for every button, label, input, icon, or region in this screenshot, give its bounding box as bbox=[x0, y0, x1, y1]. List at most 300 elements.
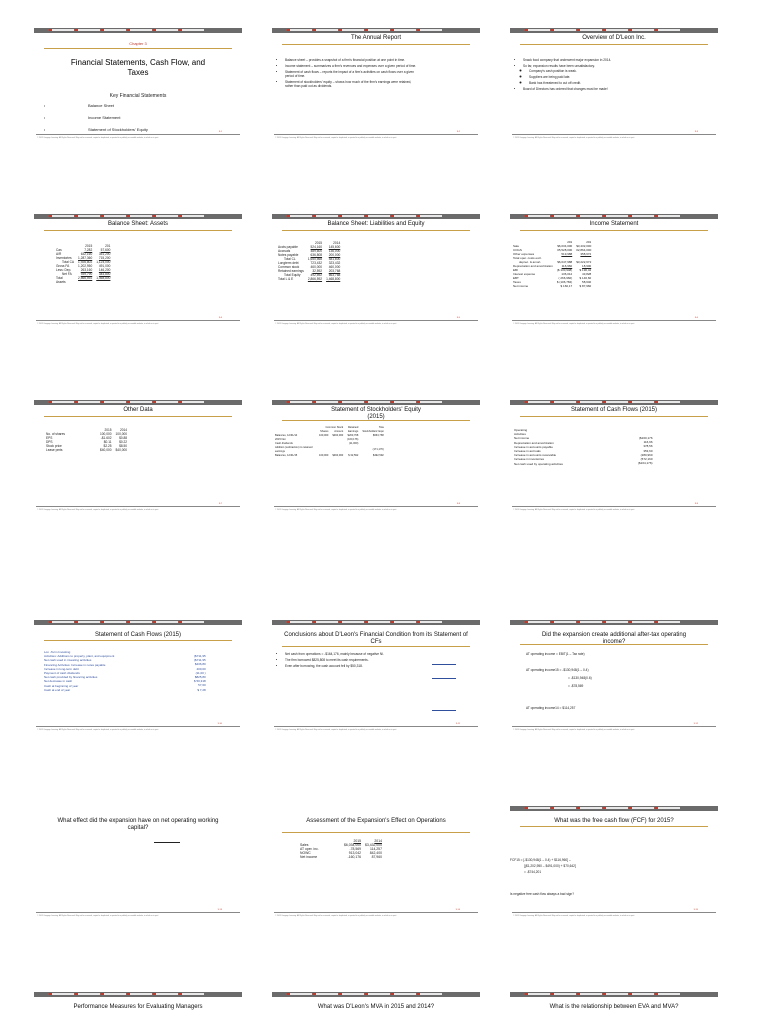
slide-number: 3-8 bbox=[456, 503, 460, 505]
header-rule bbox=[44, 640, 232, 641]
header-bar-swatch bbox=[391, 993, 394, 995]
formula-line: AT operating income14 = $114,257 bbox=[526, 706, 576, 710]
header-bar-segment bbox=[156, 29, 178, 31]
header-bar-segment bbox=[78, 215, 100, 217]
header-bar-swatch bbox=[629, 993, 632, 995]
table-row: Other expenses 519,988 358,672 bbox=[513, 252, 592, 256]
slide-title: Financial Statements, Cash Flow, and Taxes bbox=[70, 58, 206, 77]
slide-16[interactable] bbox=[34, 992, 242, 1024]
header-bar-segment bbox=[104, 215, 126, 217]
slide-footer-rule bbox=[36, 134, 240, 135]
slide-12[interactable] bbox=[510, 620, 718, 732]
header-bar-swatch bbox=[179, 215, 182, 217]
header-bar-segment bbox=[528, 29, 550, 31]
header-bar-segment bbox=[528, 401, 550, 403]
table-row: Total Equity 492,592 663,768 bbox=[284, 273, 341, 277]
bullet-dot: • bbox=[44, 104, 46, 108]
table-row: Notes payable 636,808 200,000 bbox=[278, 253, 341, 257]
other-data-table: 2015 2014 No. of shares 100,000 100,000 EPS -$1.602 $0.88 DPS $0.11 $0.22 Stock price $2.25 $8.50 Lease pmts $40,000 $40,000 bbox=[46, 428, 128, 452]
slide-14[interactable] bbox=[272, 806, 480, 918]
table-row: Longterm debt 723,432 323,432 bbox=[278, 261, 341, 265]
header-bar-segment bbox=[420, 621, 442, 623]
header-bar-segment bbox=[632, 807, 654, 809]
header-bar-segment bbox=[290, 29, 312, 31]
header-bar-segment bbox=[420, 401, 442, 403]
header-bar-segment bbox=[528, 215, 550, 217]
header-bar-swatch bbox=[525, 993, 528, 995]
slide-number: 3-9 bbox=[694, 503, 698, 505]
sub-bullet-item: ◦ Bank has threatened to cut off credit. bbox=[529, 81, 688, 85]
header-bar-swatch bbox=[101, 29, 104, 31]
bullet-item: So far, expansion results have been unsatisfactory. bbox=[523, 64, 595, 68]
header-bar-segment bbox=[316, 29, 338, 31]
header-bar-segment bbox=[394, 621, 416, 623]
slide-5[interactable] bbox=[272, 214, 480, 326]
table-row: Total CA 1,926,802 1,124,000 bbox=[62, 260, 111, 264]
table-row: 2015 Net (160,176) bbox=[275, 438, 359, 441]
slide-footer-rule bbox=[512, 506, 716, 507]
slide-1[interactable] bbox=[34, 28, 242, 140]
balance-sheet-assets-table bbox=[54, 244, 112, 284]
header-bar-swatch bbox=[603, 215, 606, 217]
header-bar-swatch bbox=[391, 215, 394, 217]
table-row: AT oper. inc. -78,569 114,257 bbox=[300, 847, 382, 851]
bullet-item: • The firm borrowed $825,808 to meet its cash requirements. bbox=[285, 658, 430, 662]
header-bar-segment bbox=[606, 401, 628, 403]
header-bar-segment bbox=[78, 401, 100, 403]
header-bar-swatch bbox=[127, 621, 130, 623]
slide-number: 3-13 bbox=[217, 909, 222, 911]
formula-line: = -$130,948(0.6) bbox=[568, 676, 592, 680]
header-bar-swatch bbox=[49, 215, 52, 217]
copyright-footnote: © 2015 Cengage Learning. All Rights Reserved. May not be scanned, copied or duplicated, or posted to a publicly accessible website, in whole or in part. bbox=[275, 509, 397, 511]
header-bar-segment bbox=[580, 621, 602, 623]
slide-footer-rule bbox=[512, 912, 716, 913]
table-row: EPS -$1.602 $0.88 bbox=[46, 436, 128, 440]
slide-13[interactable] bbox=[34, 806, 242, 918]
copyright-footnote: © 2015 Cengage Learning. All Rights Reserved. May not be scanned, copied or duplicated, or posted to a publicly accessible website, in whole or in part. bbox=[513, 137, 635, 139]
slide-number: 3-3 bbox=[694, 131, 698, 133]
table-row: Sale $6,034,000 $3,432,000 bbox=[513, 244, 592, 248]
header-rule bbox=[520, 416, 708, 417]
slide-footer-rule bbox=[274, 320, 478, 321]
header-bar-segment bbox=[104, 621, 126, 623]
header-bar-swatch bbox=[339, 215, 342, 217]
slide-number: 3-1 bbox=[218, 131, 222, 133]
header-bar-swatch bbox=[603, 807, 606, 809]
table-row: Accts payable 524,160 145,600 bbox=[278, 245, 341, 249]
table-row: Total L & E 2,866,592 1,468,800 bbox=[278, 277, 341, 281]
header-bar-segment bbox=[658, 621, 680, 623]
investing-values: ($711,95 ($711,95 $436,80 400,00 (11,00 ) $825,80 $ 50,318 57,60 $ 7,28 bbox=[194, 654, 206, 692]
header-bar-swatch bbox=[287, 621, 290, 623]
header-bar-segment bbox=[342, 401, 364, 403]
header-bar-segment bbox=[290, 993, 312, 995]
slide-footer-rule bbox=[274, 726, 478, 727]
bullet-item: • Income statement – summarizes a firm's revenues and expenses over a given period of time. bbox=[285, 64, 420, 68]
copyright-footnote: © 2015 Cengage Learning. All Rights Reserved. May not be scanned, copied or duplicated, or posted to a publicly accessible website, in whole or in part. bbox=[275, 323, 397, 325]
slide-17[interactable] bbox=[272, 992, 480, 1024]
header-bar-segment bbox=[316, 215, 338, 217]
slide-header-bar bbox=[510, 214, 718, 219]
header-bar-swatch bbox=[153, 29, 156, 31]
header-bar-segment bbox=[182, 993, 204, 995]
header-bar-segment bbox=[606, 807, 628, 809]
table-row: Total 2,866,592 1,468,800 bbox=[56, 276, 111, 280]
formula-line: AT operating income15 = -$130,948(1 – 0.4) bbox=[526, 668, 589, 672]
slide-title: Performance Measures for Evaluating Managers bbox=[73, 1004, 203, 1010]
header-bar-swatch bbox=[101, 993, 104, 995]
header-bar-segment bbox=[130, 401, 152, 403]
header-bar-segment bbox=[658, 401, 680, 403]
bullet-item: • Even after borrowing, the cash account fell by $50,318. bbox=[285, 664, 430, 668]
table-row: No. of shares 100,000 100,000 bbox=[46, 432, 128, 436]
income-statement-table: 201 201 Sale $6,034,000 $3,432,000 COGS 05,528,000 02,864,000 Other expenses 519,988 358,672 Total oper. costs excl. deprec. & amort. $6,047,988 $3,222,672 Depreciation and amortization 116,960 18,900 EBI ($ 130,948) $ 190,42 Interest expense 136,012 43,828 EBT ( 266,960) $ 146,60 Taxes $ (106,784) 58,640 Net income $ 160,17 $ 87,960 bbox=[513, 240, 592, 288]
header-bar-segment bbox=[606, 621, 628, 623]
header-bar-segment bbox=[156, 993, 178, 995]
copyright-footnote: © 2015 Cengage Learning. All Rights Reserved. May not be scanned, copied or duplicated, or posted to a publicly accessible website, in whole or in part. bbox=[37, 729, 159, 731]
stockholders-equity-table: Common Stock Retained Tota Shares Amount Earnings Stockholders' Equi Balances, 12/31/14 100,000 $460,000 $203,768 $663,768 2015 Net (160,176) Cash dividends (11,000) Addition (subtraction) to retained earnings (171,176) Balances, 12/31/15 100,000 $460,000 $ 32,592 $492,592 bbox=[275, 426, 384, 457]
slide-6[interactable] bbox=[510, 214, 718, 326]
header-bar-swatch bbox=[365, 993, 368, 995]
header-bar-swatch bbox=[391, 401, 394, 403]
header-bar-swatch bbox=[577, 993, 580, 995]
header-bar-segment bbox=[130, 29, 152, 31]
header-bar-segment bbox=[182, 401, 204, 403]
table-row: Less: Dep. 263,160 146,200 bbox=[56, 268, 111, 272]
header-bar-segment bbox=[52, 993, 74, 995]
slide-title: Income Statement bbox=[589, 221, 639, 227]
table-row: Interest expense 136,012 43,828 bbox=[513, 272, 592, 276]
formula-line: AT operating income = EBIT(1 – Tax rate) bbox=[526, 652, 585, 656]
table-row: NOWC 913,042 842,400 bbox=[300, 851, 382, 855]
header-bar-swatch bbox=[603, 29, 606, 31]
header-bar-segment bbox=[554, 807, 576, 809]
header-bar-segment bbox=[316, 993, 338, 995]
table-row: EBT ( 266,960) $ 146,60 bbox=[513, 276, 592, 280]
header-rule bbox=[520, 826, 708, 827]
header-bar-segment bbox=[606, 993, 628, 995]
header-rule bbox=[282, 420, 470, 421]
table-row: DPS $0.11 $0.22 bbox=[46, 440, 128, 444]
blank-line bbox=[154, 842, 180, 843]
header-bar-segment bbox=[130, 621, 152, 623]
header-rule bbox=[520, 230, 708, 231]
slide-title: Balance Sheet: Liabilities and Equity bbox=[327, 221, 425, 227]
investing-labels: Lon -Term Investing Activities: Additions to property, plant, and equipment Net cash used in investing activities Financing Activities: Increase in notes payable Increase in long-term debt Payment of cash dividends Net cash provided by financing activities Net decrease in cash Cash at beginning of year Cash at end of year bbox=[44, 650, 115, 692]
header-bar-swatch bbox=[417, 215, 420, 217]
header-bar-swatch bbox=[603, 401, 606, 403]
slide-header-bar bbox=[272, 620, 480, 625]
table-row: COGS 05,528,000 02,864,000 bbox=[513, 248, 592, 252]
header-bar-swatch bbox=[313, 621, 316, 623]
header-bar-segment bbox=[632, 401, 654, 403]
header-bar-segment bbox=[394, 993, 416, 995]
header-bar-swatch bbox=[287, 29, 290, 31]
header-bar-swatch bbox=[655, 29, 658, 31]
slide-4[interactable] bbox=[34, 214, 242, 326]
slide-header-bar bbox=[272, 992, 480, 997]
table-row: Total oper. costs excl. bbox=[513, 256, 542, 260]
slide-9[interactable] bbox=[510, 400, 718, 512]
slide-number: 3-5 bbox=[456, 317, 460, 319]
slide-header-bar bbox=[510, 28, 718, 33]
slide-footer-rule bbox=[274, 134, 478, 135]
slide-number: 3-15 bbox=[693, 909, 698, 911]
header-bar-swatch bbox=[49, 993, 52, 995]
list-item: Statement of Stockholders' Equity bbox=[88, 127, 148, 132]
header-bar-swatch bbox=[313, 215, 316, 217]
bullet-dot: • bbox=[44, 128, 46, 132]
header-bar-swatch bbox=[75, 993, 78, 995]
slide-header-bar bbox=[34, 620, 242, 625]
header-bar-swatch bbox=[287, 215, 290, 217]
annotation-line bbox=[432, 664, 456, 665]
header-bar-segment bbox=[104, 29, 126, 31]
header-rule bbox=[282, 230, 470, 231]
table-row: Retained earnings 32,592 203,768 bbox=[278, 269, 341, 273]
formula-line: = -$78,569 bbox=[568, 684, 584, 688]
slide-11[interactable] bbox=[272, 620, 480, 732]
header-bar-segment bbox=[316, 401, 338, 403]
header-bar-swatch bbox=[365, 215, 368, 217]
slide-number: 3-6 bbox=[694, 317, 698, 319]
header-bar-swatch bbox=[287, 993, 290, 995]
table-row: Net FA 939,790 344,800 bbox=[62, 272, 111, 276]
header-bar-segment bbox=[658, 215, 680, 217]
header-bar-swatch bbox=[287, 401, 290, 403]
slide-number: 3-4 bbox=[218, 317, 222, 319]
header-bar-segment bbox=[394, 401, 416, 403]
table-row: Net income $ 160,17 $ 87,960 bbox=[513, 284, 592, 288]
table-row: Common stock 460,000 460,000 bbox=[278, 265, 341, 269]
slide-footer-rule bbox=[512, 134, 716, 135]
header-bar-swatch bbox=[577, 807, 580, 809]
header-bar-swatch bbox=[525, 807, 528, 809]
header-rule bbox=[44, 416, 232, 417]
header-bar-segment bbox=[580, 993, 602, 995]
header-bar-segment bbox=[580, 401, 602, 403]
header-bar-swatch bbox=[525, 621, 528, 623]
list-item: Income Statement bbox=[88, 115, 121, 120]
copyright-footnote: © 2015 Cengage Learning. All Rights Reserved. May not be scanned, copied or duplicated, or posted to a publicly accessible website, in whole or in part. bbox=[513, 729, 635, 731]
header-bar-swatch bbox=[339, 401, 342, 403]
slide-header-bar bbox=[272, 400, 480, 405]
header-rule bbox=[282, 646, 470, 647]
header-bar-segment bbox=[104, 401, 126, 403]
header-bar-swatch bbox=[313, 993, 316, 995]
annotation-line bbox=[432, 710, 456, 711]
header-bar-segment bbox=[182, 29, 204, 31]
table-row: EBI ($ 130,948) $ 190,42 bbox=[513, 268, 592, 272]
header-bar-swatch bbox=[417, 621, 420, 623]
header-bar-segment bbox=[554, 29, 576, 31]
header-bar-swatch bbox=[417, 993, 420, 995]
header-bar-segment bbox=[342, 993, 364, 995]
header-bar-swatch bbox=[75, 215, 78, 217]
slide-header-bar bbox=[272, 214, 480, 219]
table-row: Balances, 12/31/15 100,000 $460,000 $ 32,592 $492,592 bbox=[275, 454, 384, 457]
formula-line: = -$744,201 bbox=[524, 870, 542, 874]
header-rule bbox=[520, 644, 708, 645]
slide-2[interactable] bbox=[272, 28, 480, 140]
slide-8[interactable] bbox=[272, 400, 480, 512]
copyright-footnote: © 2015 Cengage Learning. All Rights Reserved. May not be scanned, copied or duplicated, or posted to a publicly accessible website, in whole or in part. bbox=[37, 323, 159, 325]
header-bar-swatch bbox=[417, 401, 420, 403]
bullet-list bbox=[276, 652, 430, 670]
slide-title: What was the free cash flow (FCF) for 2015? bbox=[554, 818, 674, 824]
header-bar-swatch bbox=[127, 215, 130, 217]
header-bar-segment bbox=[342, 215, 364, 217]
header-bar-swatch bbox=[655, 621, 658, 623]
header-bar-swatch bbox=[153, 401, 156, 403]
header-bar-swatch bbox=[629, 807, 632, 809]
slide-footer-rule bbox=[512, 320, 716, 321]
table-row: Cash dividends (11,000) bbox=[275, 442, 359, 445]
header-bar-segment bbox=[554, 215, 576, 217]
table-row: Inventories 1,287,360 715,200 bbox=[56, 256, 111, 260]
slide-10[interactable] bbox=[34, 620, 242, 732]
table-row: Depreciation and amortization 116,960 18,900 bbox=[513, 264, 592, 268]
header-bar-swatch bbox=[551, 621, 554, 623]
table-row: Assets bbox=[56, 280, 66, 284]
header-bar-segment bbox=[368, 401, 390, 403]
slide-number: 3-11 bbox=[455, 723, 460, 725]
header-bar-swatch bbox=[179, 401, 182, 403]
header-bar-segment bbox=[52, 215, 74, 217]
header-bar-segment bbox=[554, 401, 576, 403]
table-row: Lease pmts $40,000 $40,000 bbox=[46, 448, 128, 452]
header-bar-swatch bbox=[101, 401, 104, 403]
slide-title: Statement of Cash Flows (2015) bbox=[94, 632, 182, 638]
copyright-footnote: © 2015 Cengage Learning. All Rights Reserved. May not be scanned, copied or duplicated, or posted to a publicly accessible website, in whole or in part. bbox=[513, 509, 635, 511]
header-bar-swatch bbox=[153, 993, 156, 995]
slide-header-bar bbox=[34, 28, 242, 33]
chapter-label: Chapter 3 bbox=[129, 41, 147, 46]
slide-header-bar bbox=[510, 620, 718, 625]
slide-footer-rule bbox=[36, 506, 240, 507]
header-bar-segment bbox=[580, 215, 602, 217]
table-row: Stock price $2.25 $8.50 bbox=[46, 444, 128, 448]
slide-subtitle: Key Financial Statements bbox=[109, 93, 167, 99]
bullet-dot: • bbox=[44, 116, 46, 120]
header-rule bbox=[44, 230, 232, 231]
header-bar-swatch bbox=[391, 621, 394, 623]
header-bar-segment bbox=[130, 215, 152, 217]
header-bar-swatch bbox=[365, 29, 368, 31]
bullet-list bbox=[276, 58, 420, 90]
header-bar-segment bbox=[182, 215, 204, 217]
slide-title: Other Data bbox=[123, 407, 153, 413]
copyright-footnote: © 2015 Cengage Learning. All Rights Reserved. May not be scanned, copied or duplicated, or posted to a publicly accessible website, in whole or in part. bbox=[275, 915, 397, 917]
slide-title: Statement of Stockholders' Equity (2015) bbox=[331, 407, 421, 420]
formula-line: [($1,202,950 – $491,000) + $70,642] bbox=[524, 864, 576, 868]
header-bar-swatch bbox=[629, 215, 632, 217]
header-bar-swatch bbox=[75, 29, 78, 31]
slide-number: 3-7 bbox=[218, 503, 222, 505]
header-bar-swatch bbox=[603, 993, 606, 995]
question-line: Is negative free cash flow always a bad sign? bbox=[510, 892, 574, 896]
header-bar-segment bbox=[104, 993, 126, 995]
header-bar-segment bbox=[554, 621, 576, 623]
header-bar-swatch bbox=[153, 215, 156, 217]
header-bar-segment bbox=[78, 993, 100, 995]
slide-footer-rule bbox=[274, 506, 478, 507]
bullet-item: • Statement of cash flows – reports the impact of a firm's activities on cash flows over a given period of time. bbox=[285, 70, 420, 78]
header-bar-segment bbox=[420, 215, 442, 217]
header-bar-segment bbox=[368, 621, 390, 623]
slide-title: Conclusions about D'Leon's Financial Condition from its Statement of CFs bbox=[284, 632, 468, 645]
expansion-assessment-table: 2015 2014 Sales $6,034,000 $3,432,000 AT oper. inc. -78,569 114,257 NOWC 913,042 842,400 Net income -160,176 87,960 bbox=[300, 839, 382, 859]
header-bar-segment bbox=[342, 621, 364, 623]
table-row: Cas 7,282 57,600 bbox=[56, 248, 111, 252]
slide-footer-rule bbox=[512, 726, 716, 727]
header-bar-segment bbox=[394, 29, 416, 31]
header-bar-swatch bbox=[101, 621, 104, 623]
slide-header-bar bbox=[34, 400, 242, 405]
slide-title: Statement of Cash Flows (2015) bbox=[570, 407, 658, 413]
header-bar-swatch bbox=[75, 621, 78, 623]
slide-number: 3-2 bbox=[456, 131, 460, 133]
copyright-footnote: © 2015 Cengage Learning. All Rights Reserved. May not be scanned, copied or duplicated, or posted to a publicly accessible website, in whole or in part. bbox=[275, 137, 397, 139]
header-bar-swatch bbox=[179, 29, 182, 31]
header-bar-segment bbox=[606, 29, 628, 31]
slide-18[interactable] bbox=[510, 992, 718, 1024]
header-bar-swatch bbox=[525, 215, 528, 217]
slide-title: What was D'Leon's MVA in 2015 and 2014? bbox=[317, 1004, 435, 1010]
cash-flow-values: ($160,176 116,96 378,56 353,60 (280,960 (572,160 ($164,176) bbox=[638, 436, 653, 466]
header-bar-segment bbox=[52, 401, 74, 403]
bullet-item: • Snack food company that underwent major expansion in 2014. bbox=[523, 58, 688, 62]
header-bar-swatch bbox=[365, 401, 368, 403]
header-bar-swatch bbox=[339, 621, 342, 623]
header-bar-swatch bbox=[49, 401, 52, 403]
slide-title: What effect did the expansion have on net operating working capital? bbox=[57, 818, 219, 831]
header-bar-swatch bbox=[551, 29, 554, 31]
header-bar-swatch bbox=[551, 807, 554, 809]
header-bar-segment bbox=[156, 621, 178, 623]
header-bar-swatch bbox=[655, 993, 658, 995]
header-bar-swatch bbox=[629, 621, 632, 623]
header-rule bbox=[282, 832, 470, 833]
header-bar-swatch bbox=[179, 993, 182, 995]
slide-3[interactable] bbox=[510, 28, 718, 140]
table-row: Addition (subtraction) to retained earnings (171,176) bbox=[275, 446, 384, 453]
header-bar-swatch bbox=[629, 401, 632, 403]
header-bar-swatch bbox=[655, 807, 658, 809]
copyright-footnote: © 2015 Cengage Learning. All Rights Reserved. May not be scanned, copied or duplicated, or posted to a publicly accessible website, in whole or in part. bbox=[275, 729, 397, 731]
header-bar-swatch bbox=[577, 401, 580, 403]
header-bar-segment bbox=[290, 215, 312, 217]
header-bar-segment bbox=[658, 993, 680, 995]
table-row: Gross FA 1,202,950 491,000 bbox=[56, 264, 111, 268]
copyright-footnote: © 2015 Cengage Learning. All Rights Reserved. May not be scanned, copied or duplicated, or posted to a publicly accessible website, in whole or in part. bbox=[37, 509, 159, 511]
header-bar-swatch bbox=[49, 621, 52, 623]
slide-title: The Annual Report bbox=[350, 35, 402, 41]
header-bar-segment bbox=[632, 621, 654, 623]
slide-15[interactable] bbox=[510, 806, 718, 918]
header-bar-segment bbox=[632, 29, 654, 31]
header-bar-segment bbox=[632, 215, 654, 217]
header-bar-swatch bbox=[391, 29, 394, 31]
header-bar-segment bbox=[420, 29, 442, 31]
table-row: Total CL 1,650,568 481,600 bbox=[284, 257, 341, 261]
header-bar-segment bbox=[290, 401, 312, 403]
header-bar-swatch bbox=[313, 401, 316, 403]
slide-7[interactable] bbox=[34, 400, 242, 512]
header-bar-swatch bbox=[153, 621, 156, 623]
slide-footer-rule bbox=[274, 912, 478, 913]
